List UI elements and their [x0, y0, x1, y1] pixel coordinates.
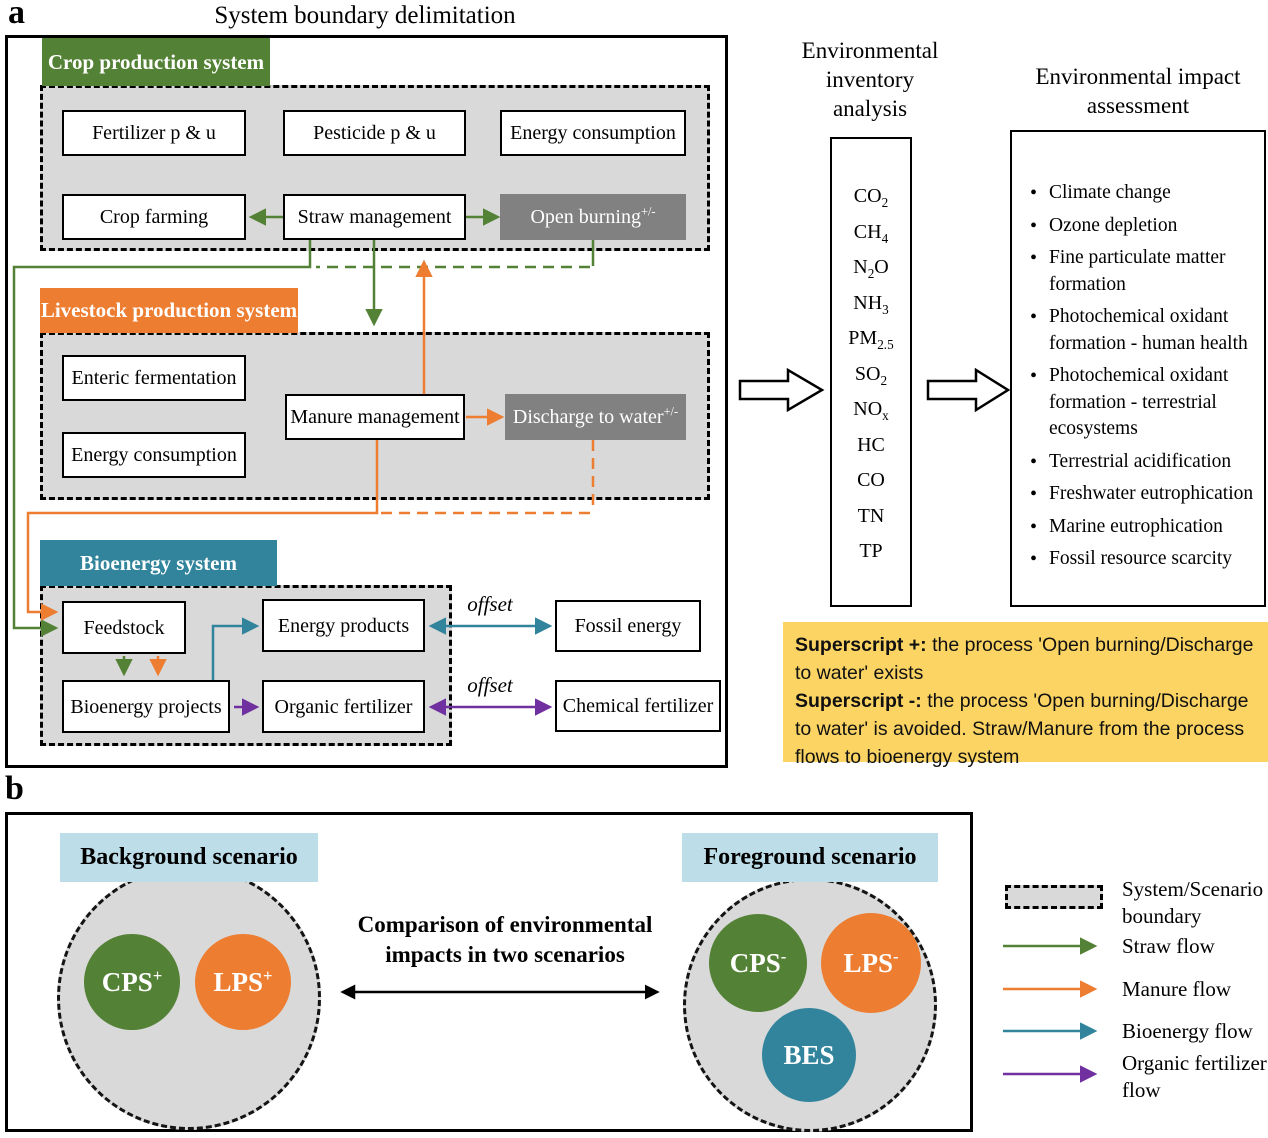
impact-category: • Fine particulate matter formation [1028, 245, 1256, 298]
offset-label-fertilizer: offset [467, 673, 513, 697]
impact-title-line1: Environmental impact [1035, 64, 1241, 89]
open-burning-superscript: +/- [640, 204, 656, 219]
offset-label-energy: offset [467, 592, 513, 616]
inventory-substance: $SO_2$ [854, 362, 888, 388]
inventory-box [830, 137, 912, 607]
box-fertilizer: Fertilizer p & u [62, 110, 246, 156]
legend-boundary-swatch [1005, 885, 1103, 909]
box-straw-management: Straw management [283, 194, 466, 240]
box-feedstock: Feedstock [62, 601, 186, 654]
legend-manure-label: Manure flow [1122, 977, 1232, 1001]
inventory-substance: $N_2O$ [853, 256, 889, 281]
note-plus [795, 631, 1256, 687]
lps-minus-circle [821, 913, 921, 1013]
discharge-superscript: +/- [663, 404, 679, 419]
panel-a-title: System boundary delimitation [214, 2, 516, 29]
impact-title [1010, 62, 1266, 120]
box-energy-products: Energy products [262, 599, 425, 652]
legend-straw-label: Straw flow [1122, 934, 1215, 958]
box-fossil-energy: Fossil energy [555, 600, 701, 652]
comparison-line1: Comparison of environmental [357, 912, 653, 937]
legend-organic-label: Organic fertilizer flow [1122, 1051, 1267, 1102]
lps-minus-sup: - [892, 946, 899, 966]
impact-box [1010, 130, 1266, 607]
lps-minus-text: LPS- [843, 946, 899, 978]
inventory-title-line3: analysis [832, 96, 908, 121]
comparison-line2: impacts in two scenarios [385, 942, 625, 967]
cps-minus-text: CPS- [729, 946, 787, 978]
box-pesticide: Pesticide p & u [283, 110, 466, 156]
legend-boundary-label: System/Scenario boundary [1122, 877, 1264, 928]
inventory-substance: CO [857, 469, 885, 491]
inventory-title [790, 36, 950, 123]
discharge-text: Discharge to water+/- [512, 404, 679, 428]
inventory-substance: TN [857, 504, 885, 527]
impact-title-line2: assessment [1086, 93, 1190, 118]
note-minus-lead: Superscript -: [795, 690, 922, 712]
lps-plus-sup: + [262, 965, 273, 985]
impact-category: • Freshwater eutrophication [1028, 481, 1256, 508]
note-minus [795, 687, 1256, 771]
livestock-system-header: Livestock production system [40, 288, 298, 333]
open-burning-text: Open burning+/- [530, 204, 656, 228]
lps-plus-circle [195, 934, 291, 1030]
bioenergy-system-header: Bioenergy system [40, 540, 277, 586]
impact-category: • Terrestrial acidification [1028, 449, 1256, 476]
panel-a-label: a [8, 0, 25, 31]
cps-plus-sup: + [152, 965, 163, 985]
inventory-substance: $PM_{2.5}$ [848, 327, 894, 352]
block-arrow-to-inventory [740, 370, 822, 410]
box-enteric-fermentation: Enteric fermentation [62, 355, 246, 401]
foreground-scenario-header: Foreground scenario [682, 833, 938, 882]
box-bioenergy-projects: Bioenergy projects [62, 680, 230, 733]
box-manure-management: Manure management [285, 394, 465, 440]
comparison-text [330, 910, 680, 970]
impact-category: • Ozone depletion [1028, 213, 1256, 240]
inventory-title-line2: inventory [825, 67, 915, 92]
block-arrow-to-impact [928, 370, 1008, 410]
note-minus-text: the process 'Open burning/Discharge to water' is avoided. Straw/Manure from the process flows to bioenergy system [795, 690, 1249, 768]
box-open-burning [500, 194, 686, 240]
legend-bioenergy-label: Bioenergy flow [1122, 1019, 1253, 1043]
impact-category: • Climate change [1028, 180, 1256, 207]
note-plus-lead: Superscript +: [795, 634, 927, 656]
box-organic-fertilizer: Organic fertilizer [262, 680, 425, 733]
background-scenario-header: Background scenario [60, 833, 318, 882]
bes-text: BES [783, 1039, 835, 1070]
crop-system-header: Crop production system [42, 38, 270, 86]
superscript-note [783, 622, 1268, 768]
inventory-substance: $CO_2$ [853, 185, 889, 210]
impact-category: • Photochemical oxidant formation - human health [1028, 304, 1256, 357]
cps-plus-text: CPS+ [101, 965, 163, 997]
bes-circle [762, 1008, 856, 1102]
box-energy-consumption-crop: Energy consumption [500, 110, 686, 156]
box-discharge-to-water [505, 394, 686, 440]
inventory-substance: $NH_3$ [853, 291, 889, 317]
impact-list [1012, 132, 1264, 573]
panel-b-label: b [5, 770, 24, 807]
cps-minus-sup: - [780, 946, 787, 966]
impact-category: • Fossil resource scarcity [1028, 546, 1256, 573]
box-chemical-fertilizer: Chemical fertilizer [555, 680, 721, 732]
box-energy-consumption-livestock: Energy consumption [62, 432, 246, 478]
inventory-substance: $NO_x$ [853, 398, 889, 423]
lps-plus-text: LPS+ [213, 965, 273, 997]
cps-minus-circle [709, 914, 807, 1012]
box-crop-farming: Crop farming [62, 194, 246, 240]
impact-category: • Marine eutrophication [1028, 514, 1256, 541]
inventory-title-line1: Environmental [801, 38, 939, 63]
inventory-substance: HC [857, 433, 885, 456]
note-plus-text: the process 'Open burning/Discharge to water' exists [795, 634, 1254, 684]
impact-category: • Photochemical oxidant formation - terrestrial ecosystems [1028, 363, 1256, 443]
cps-plus-circle [84, 934, 180, 1030]
inventory-substance: $CH_4$ [853, 220, 889, 246]
inventory-substance: TP [859, 540, 883, 562]
